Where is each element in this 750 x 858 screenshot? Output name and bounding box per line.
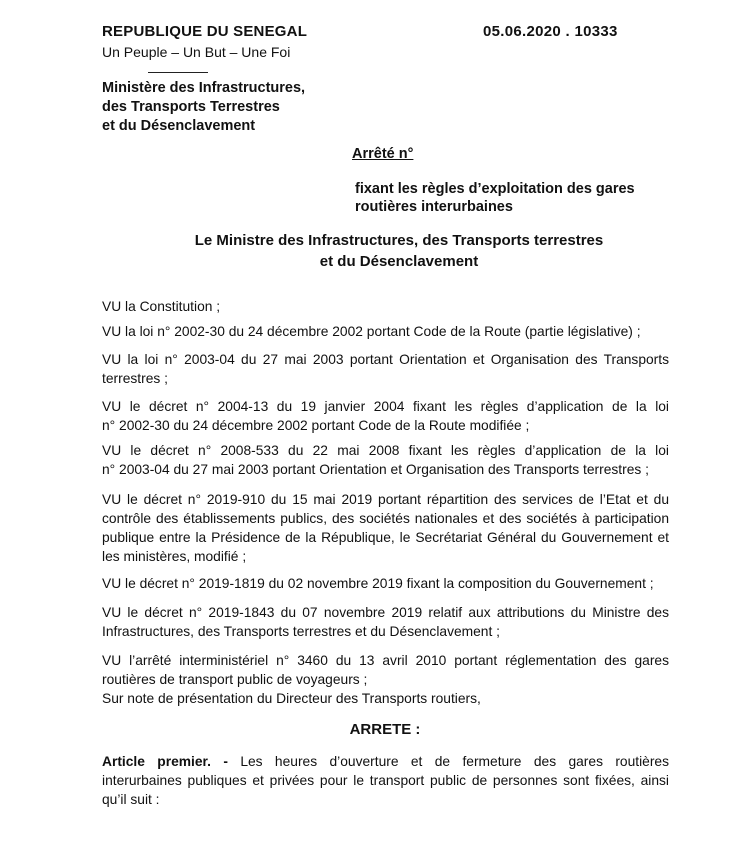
ministry-block: [102, 79, 305, 136]
header-divider: [148, 72, 208, 73]
consideration-line: VU le décret n° 2019-1819 du 02 novembre 2019 fixant la composition du Gouvernement ;: [102, 576, 654, 591]
consideration-line: VU la Constitution ;: [102, 299, 221, 314]
consideration-paragraph: [102, 651, 669, 708]
consideration-paragraph: [102, 603, 669, 641]
ministry-line: des Transports Terrestres: [102, 99, 280, 115]
subject-line: fixant les règles d’exploitation des gares: [355, 181, 635, 197]
consideration-line: publique entre la Présidence de la République, le Secrétariat Général du Gouvernement et: [102, 530, 669, 545]
consideration-line: Sur note de présentation du Directeur des Transports routiers,: [102, 691, 481, 706]
article-label: Article premier. -: [102, 754, 228, 769]
consideration-line: VU le décret n° 2019-910 du 15 mai 2019 portant répartition des services de l’Etat et du: [102, 492, 669, 507]
consideration-line: routières de transport public de voyageurs ;: [102, 672, 368, 687]
consideration-paragraph: [102, 574, 669, 593]
consideration-line: VU l’arrêté interministériel n° 3460 du 13 avril 2010 portant réglementation des gares: [102, 653, 669, 668]
consideration-line: VU la loi n° 2002-30 du 24 décembre 2002 portant Code de la Route (partie législative) ;: [102, 324, 641, 339]
consideration-line: n° 2002-30 du 24 décembre 2002 portant Code de la Route modifiée ;: [102, 418, 530, 433]
ministry-line: et du Désenclavement: [102, 118, 256, 134]
minister-line: Le Ministre des Infrastructures, des Transports terrestres: [194, 232, 604, 249]
arrete-heading: [0, 721, 750, 738]
document-reference: 05.06.2020 . 10333: [483, 23, 618, 40]
consideration-line: les ministères, modifié ;: [102, 549, 247, 564]
republic-title: REPUBLIQUE DU SENEGAL: [102, 23, 308, 40]
article-premier: [102, 752, 669, 809]
consideration-paragraph: [102, 322, 669, 341]
subject-line: routières interurbaines: [355, 199, 513, 215]
minister-line: et du Désenclavement: [319, 253, 479, 270]
ministry-line: Ministère des Infrastructures,: [102, 80, 306, 96]
consideration-paragraph: [102, 297, 669, 316]
article-line: qu’il suit :: [102, 792, 160, 807]
consideration-line: Infrastructures, des Transports terrestres et du Désenclavement ;: [102, 624, 500, 639]
consideration-line: n° 2003-04 du 27 mai 2003 portant Orientation et Organisation des Transports terrestres ;: [102, 462, 649, 477]
arrete-heading-text: ARRETE :: [349, 721, 421, 738]
consideration-paragraph: [102, 397, 669, 435]
article-text: Les heures d’ouverture et de fermeture des gares routières: [240, 754, 670, 769]
consideration-line: VU la loi n° 2003-04 du 27 mai 2003 portant Orientation et Organisation des Transports: [102, 352, 669, 367]
consideration-line: VU le décret n° 2019-1843 du 07 novembre 2019 relatif aux attributions du Ministre des: [102, 605, 669, 620]
decree-subject: [355, 180, 635, 216]
consideration-paragraph: [102, 350, 669, 388]
consideration-line: VU le décret n° 2004-13 du 19 janvier 2004 fixant les règles d’application de la loi: [102, 399, 669, 414]
consideration-line: terrestres ;: [102, 371, 168, 386]
national-motto: Un Peuple – Un But – Une Foi: [102, 44, 291, 60]
consideration-line: contrôle des établissements publics, des sociétés nationales et des sociétés à participation: [102, 511, 669, 526]
minister-heading: [0, 230, 750, 272]
article-line: interurbaines publiques et privées pour le transport public de personnes sont fixées, ainsi: [102, 773, 669, 788]
consideration-paragraph: [102, 441, 669, 479]
consideration-line: VU le décret n° 2008-533 du 22 mai 2008 fixant les règles d’application de la loi: [102, 443, 669, 458]
decree-number-label: Arrêté n°: [352, 146, 414, 162]
consideration-paragraph: [102, 490, 669, 566]
article-line: [102, 752, 669, 771]
